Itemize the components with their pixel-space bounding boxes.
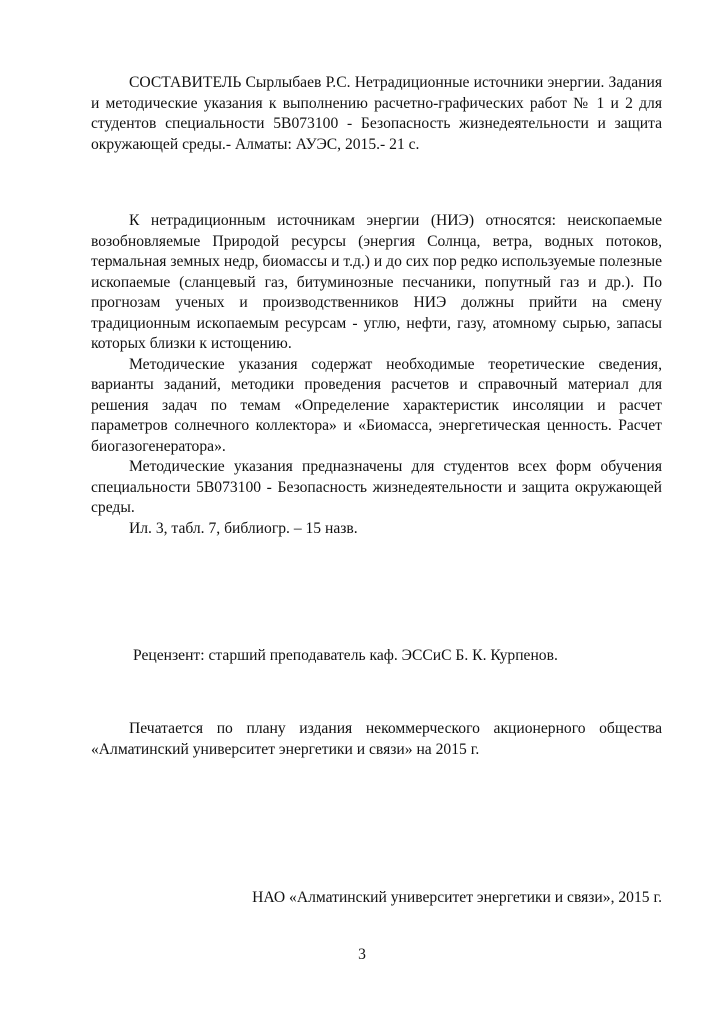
- print-note-block: [91, 719, 662, 760]
- abstract-paragraph-stats: Ил. 3, табл. 7, библиогр. – 15 назв.: [129, 519, 358, 537]
- print-note: Печатается по плану издания некоммерческого акционерного общества «Алматинский университет энергетики и связи» на 2015 г.: [91, 720, 662, 758]
- author-paragraph: СОСТАВИТЕЛЬ Сырлыбаев Р.С. Нетрадиционные источники энергии. Задания и методические указания к выполнению расчетно-графических работ № 1 и 2 для студентов специальности 5В073100 - Безопасность жизнедеятельности и защита окружающей среды.- Алматы: АУЭС, 2015.- 21 с.: [91, 74, 662, 153]
- abstract-paragraph-intro: К нетрадиционным источникам энергии (НИЭ) относятся: неископаемые возобновляемые Природой ресурсы (энергия Солнца, ветра, водных потоков, термальная земных недр, биомассы и т.д.) и до сих пор редко используемые полезные ископаемые (сланцевый газ, битуминозные песчаники, попутный газ и др.). По прогнозам ученых и производственников НИЭ должны прийти на смену традиционным ископаемым ресурсам - углю, нефти, газу, атомному сырью, запасы которых близки к истощению.: [91, 212, 662, 352]
- page-number: 3: [358, 946, 366, 963]
- abstract-paragraph-contents: Методические указания содержат необходимые теоретические сведения, варианты заданий, методики проведения расчетов и справочный материал для решения задач по темам «Определение характеристик инсоляции и расчет параметров солнечного коллектора» и «Биомасса, энергетическая ценность. Расчет биогазогенератора».: [91, 355, 662, 455]
- abstract-paragraph-audience: Методические указания предназначены для студентов всех форм обучения специальности 5В073100 - Безопасность жизнедеятельности и защита окружающей среды.: [91, 458, 662, 516]
- abstract-block: [91, 211, 662, 539]
- publisher-imprint: НАО «Алматинский университет энергетики и связи», 2015 г.: [252, 889, 662, 906]
- reviewer-line: Рецензент: старший преподаватель каф. ЭССиС Б. К. Курпенов.: [133, 647, 558, 664]
- author-block: [91, 73, 662, 155]
